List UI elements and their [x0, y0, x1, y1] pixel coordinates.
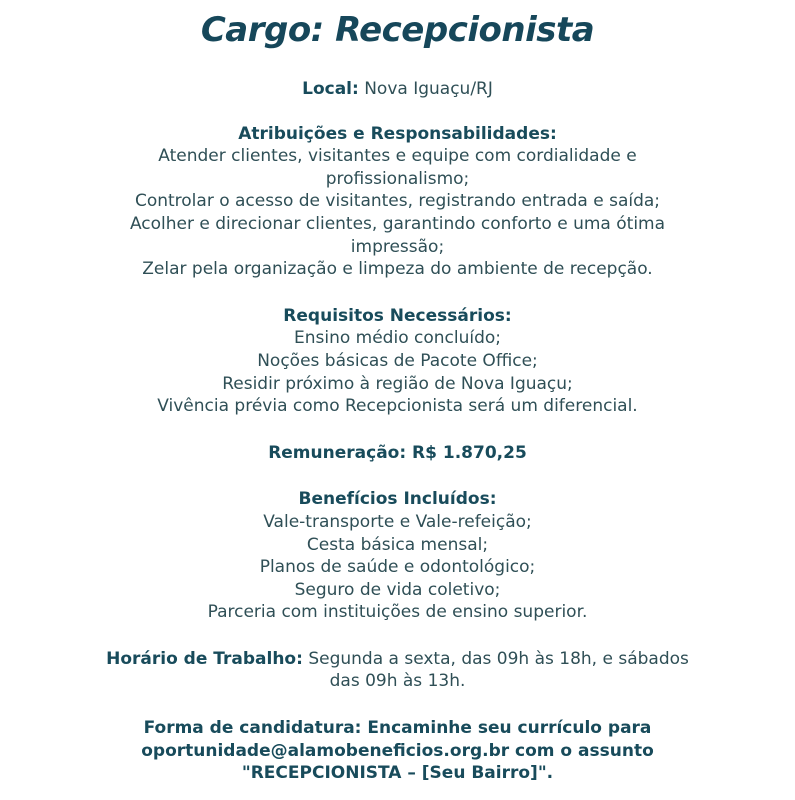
- schedule-section: [0, 648, 795, 693]
- responsibility-line: Controlar o acesso de visitantes, registrando entrada e saída;: [134, 191, 661, 212]
- application-line: Forma de candidatura: Encaminhe seu currículo para: [143, 718, 652, 739]
- benefit-line: Cesta básica mensal;: [306, 534, 489, 555]
- location-value: Nova Iguaçu/RJ: [364, 79, 493, 99]
- schedule-line: [0, 648, 795, 671]
- responsibility-line: Acolher e direcionar clientes, garantindo conforto e uma ótima: [129, 213, 666, 234]
- schedule-label: Horário de Trabalho:: [106, 648, 303, 669]
- page-title: Cargo: Recepcionista: [200, 10, 595, 50]
- requirements-heading: Requisitos Necessários:: [283, 305, 512, 326]
- benefits-section: [0, 488, 795, 624]
- salary-section: [0, 442, 795, 465]
- schedule-value: Segunda a sexta, das 09h às 18h, e sábados: [308, 648, 689, 669]
- benefit-line: Parceria com instituições de ensino superior.: [207, 602, 588, 623]
- salary-line: Remuneração: R$ 1.870,25: [268, 442, 527, 463]
- responsibilities-heading: Atribuições e Responsabilidades:: [238, 123, 557, 144]
- responsibility-line: Zelar pela organização e limpeza do ambiente de recepção.: [142, 259, 653, 280]
- responsibility-line: Atender clientes, visitantes e equipe com cordialidade e: [158, 146, 637, 167]
- responsibility-line: profissionalismo;: [325, 168, 470, 189]
- schedule-line-continued: das 09h às 13h.: [329, 671, 466, 692]
- benefits-heading: Benefícios Incluídos:: [298, 489, 497, 510]
- benefit-line: Planos de saúde e odontológico;: [259, 557, 536, 578]
- requirement-line: Noções básicas de Pacote Office;: [257, 350, 538, 371]
- requirements-section: [0, 305, 795, 418]
- location-label: Local:: [302, 79, 359, 99]
- location-line: [0, 78, 795, 101]
- benefit-line: Seguro de vida coletivo;: [294, 579, 501, 600]
- benefit-line: Vale-transporte e Vale-refeição;: [263, 511, 532, 532]
- responsibilities-section: [0, 123, 795, 281]
- requirement-line: Ensino médio concluído;: [293, 328, 502, 349]
- requirement-line: Residir próximo à região de Nova Iguaçu;: [222, 373, 573, 394]
- application-subject-line: "RECEPCIONISTA – [Seu Bairro]".: [241, 763, 554, 784]
- application-email-line: oportunidade@alamobeneficios.org.br com o assunto: [141, 740, 654, 761]
- requirement-line: Vivência prévia como Recepcionista será um diferencial.: [157, 396, 638, 417]
- location-section: [0, 78, 795, 101]
- responsibility-line: impressão;: [350, 236, 445, 257]
- application-section: [0, 717, 795, 785]
